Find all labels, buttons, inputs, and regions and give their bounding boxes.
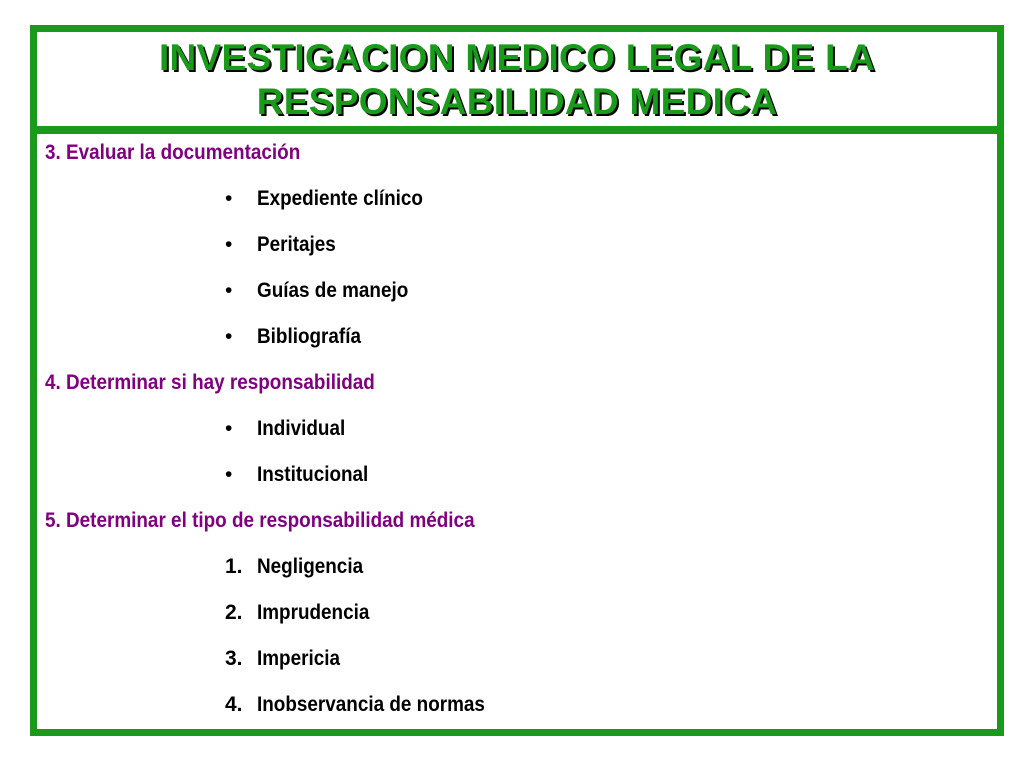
- list-item-text: Inobservancia de normas: [257, 693, 485, 716]
- slide-title-line-1: INVESTIGACION MEDICO LEGAL DE LA: [158, 37, 876, 78]
- title-box: [37, 32, 997, 134]
- bullet-icon: •: [225, 463, 233, 486]
- section-heading-evaluar-documentacion: 3. Evaluar la documentación: [45, 141, 301, 164]
- slide-content: [37, 134, 997, 729]
- list-item-text: Peritajes: [257, 233, 336, 256]
- list-item-text: Guías de manejo: [257, 279, 409, 302]
- bullet-icon: •: [225, 325, 233, 348]
- list-item-text: Expediente clínico: [257, 187, 423, 210]
- list-item: [225, 186, 441, 212]
- bullet-icon: •: [225, 187, 233, 210]
- list-item: [225, 692, 510, 718]
- slide-title-line-2: RESPONSABILIDAD MEDICA: [256, 81, 778, 122]
- list-item: [225, 462, 381, 488]
- list-number: 4.: [225, 693, 243, 716]
- list-item-text: Individual: [257, 417, 346, 440]
- bullet-icon: •: [225, 417, 233, 440]
- list-number: 2.: [225, 601, 243, 624]
- list-item-text: Bibliografía: [257, 325, 361, 348]
- list-item: [225, 416, 355, 442]
- list-number: 1.: [225, 555, 243, 578]
- list-item: [225, 232, 345, 258]
- list-item: [225, 278, 425, 304]
- list-item-text: Impericia: [257, 647, 340, 670]
- bullet-icon: •: [225, 233, 233, 256]
- list-item-text: Institucional: [257, 463, 369, 486]
- list-number: 3.: [225, 647, 243, 670]
- bullet-icon: •: [225, 279, 233, 302]
- list-item-text: Imprudencia: [257, 601, 370, 624]
- section-heading-tipo-responsabilidad: 5. Determinar el tipo de responsabilidad médica: [45, 509, 475, 532]
- list-item: [225, 554, 375, 580]
- slide-frame: [30, 25, 1004, 736]
- list-item: [225, 646, 349, 672]
- list-item: [225, 324, 373, 350]
- list-item: [225, 600, 382, 626]
- list-item-text: Negligencia: [257, 555, 364, 578]
- section-heading-determinar-responsabilidad: 4. Determinar si hay responsabilidad: [45, 371, 375, 394]
